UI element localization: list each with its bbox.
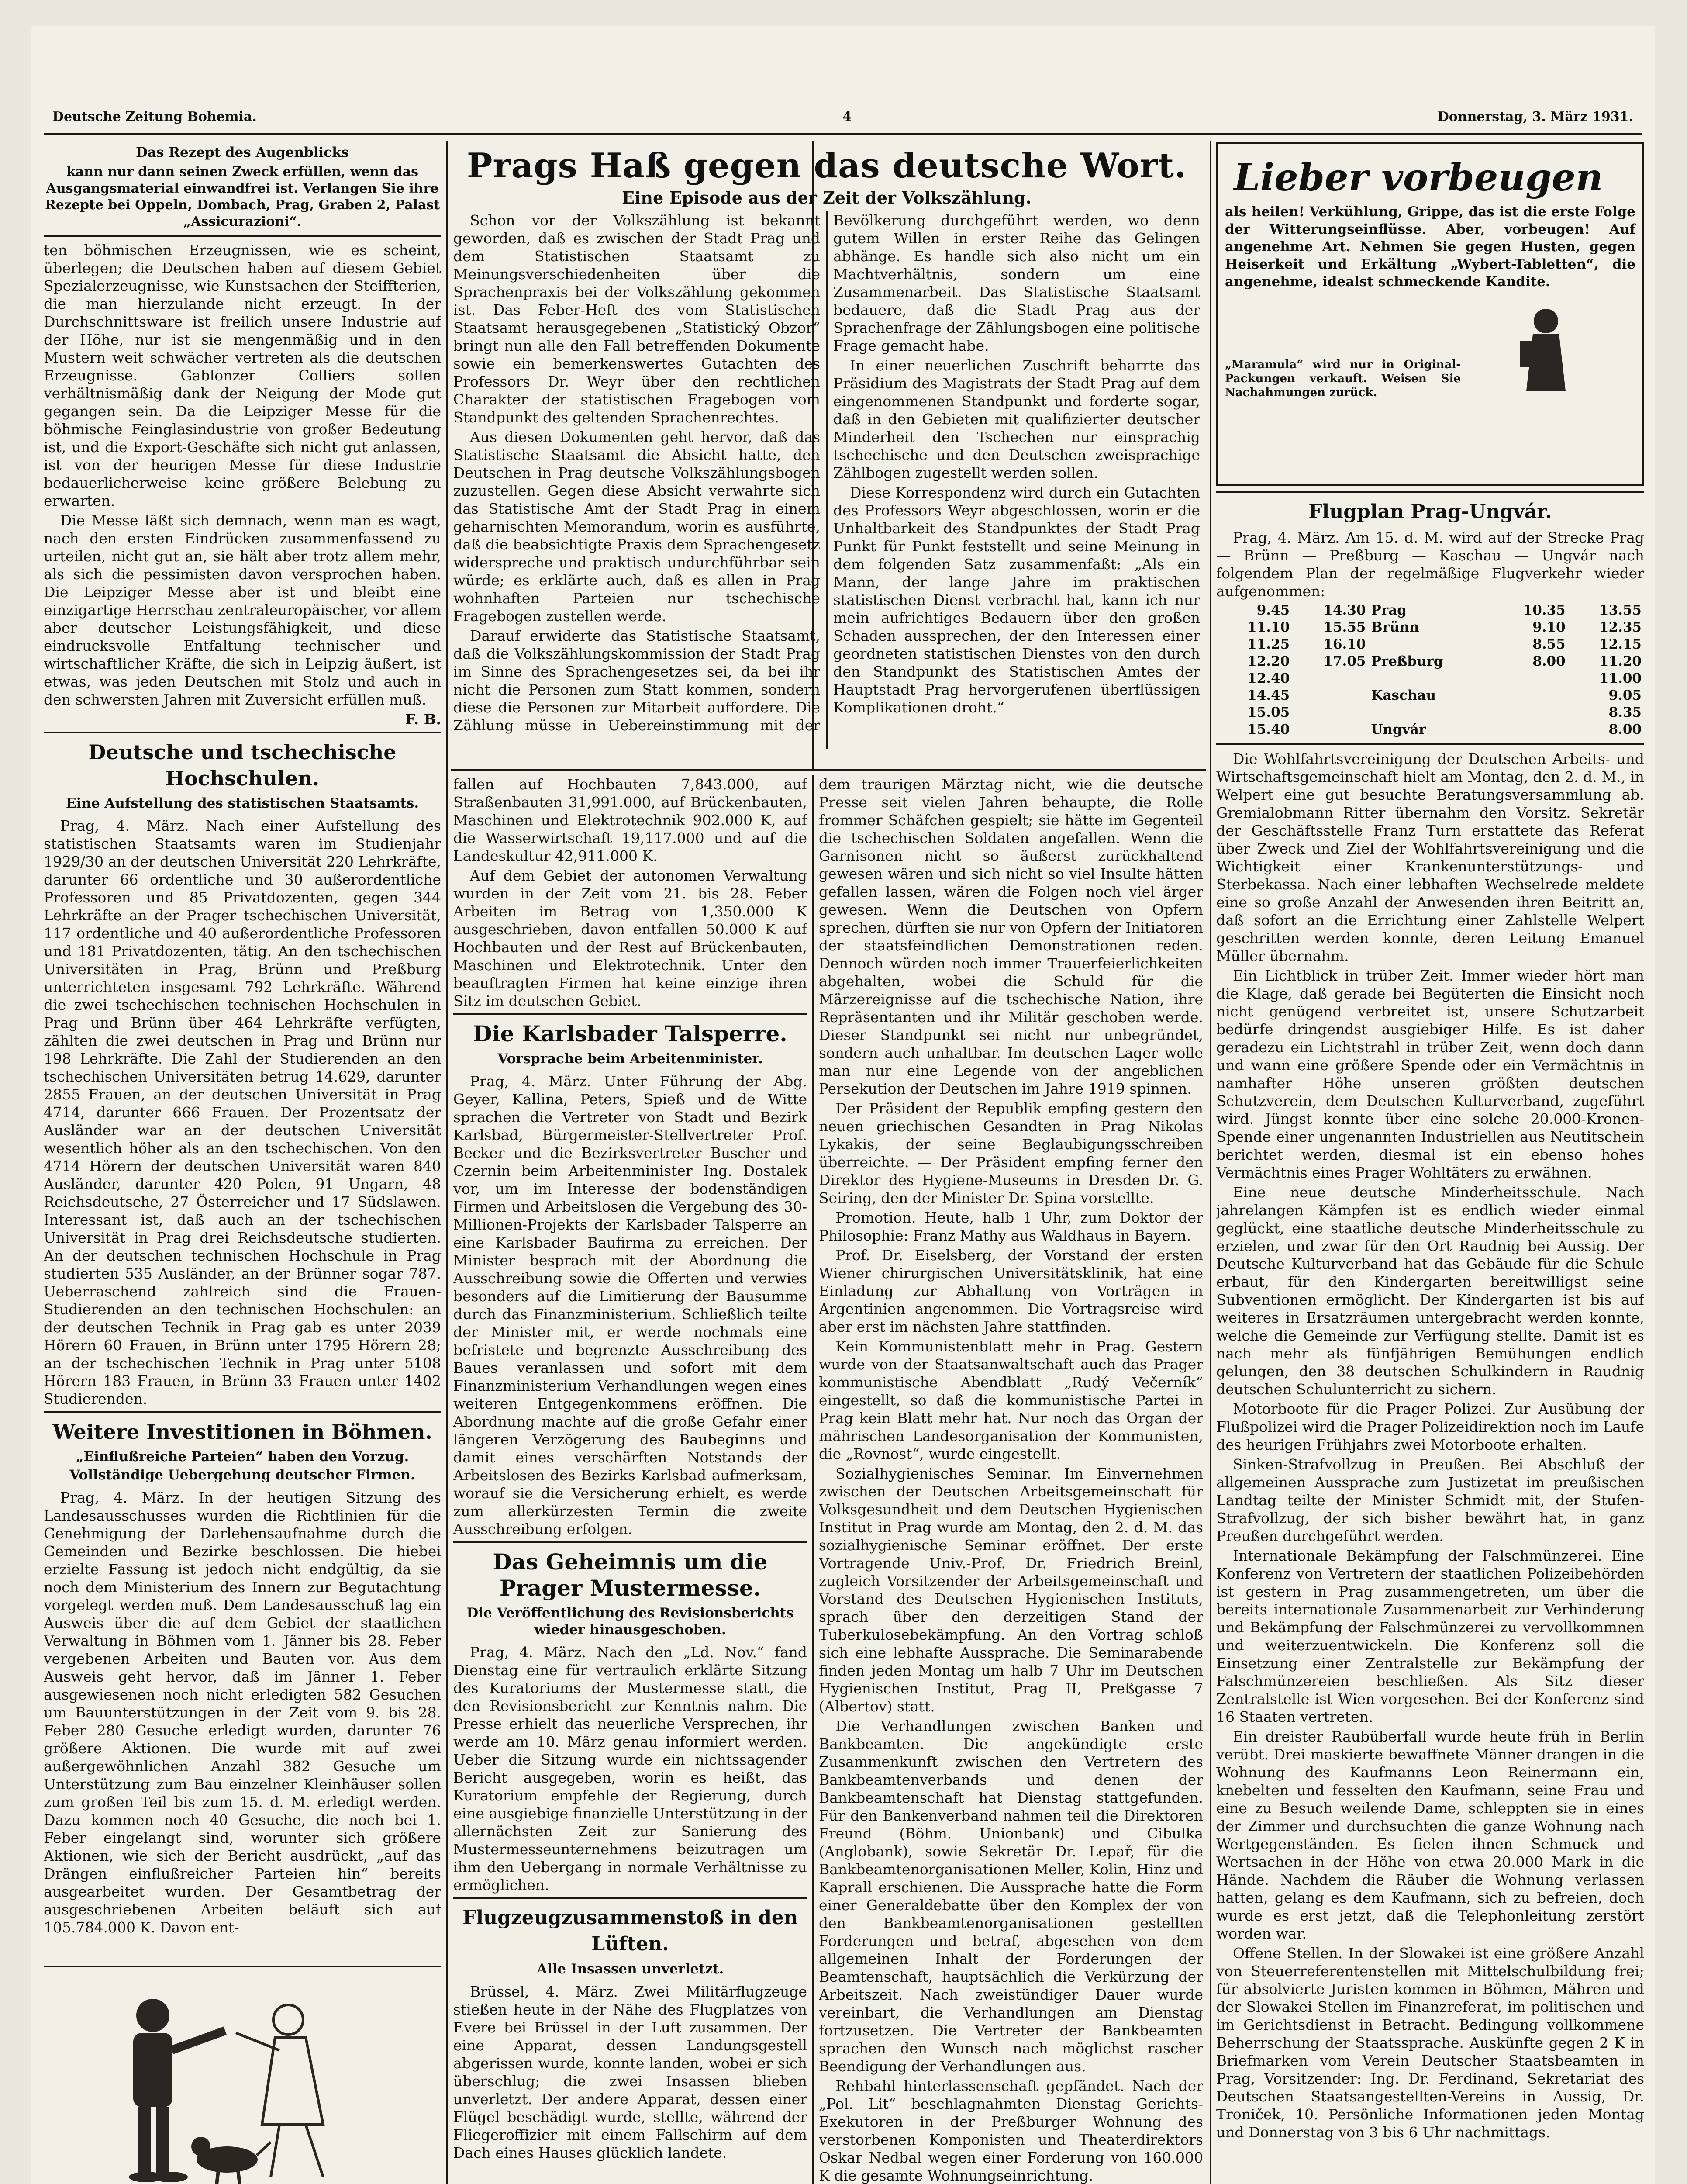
timetable-cell: Kaschau: [1371, 688, 1436, 703]
timetable-cell: [1292, 687, 1368, 704]
column-rule: [446, 141, 448, 2184]
timetable-row: [1216, 653, 1644, 670]
timetable-cell: [1368, 670, 1492, 687]
timetable-cell: 12.35: [1599, 619, 1642, 635]
column-2: [453, 775, 807, 2184]
flight-timetable: [1216, 602, 1644, 738]
timetable-cell: 11.20: [1599, 653, 1642, 669]
ad-heading: Das Rezept des Augenblicks: [135, 145, 349, 160]
article-text: ten böhmischen Erzeugnissen, wie es scheint, überlegen; die Deutschen haben auf diesem Gebiet Spezialerzeugnisse, wie Kunstsachen der Steiffterien, die man hierzulande nicht erzeugt. In der Durchschnittsware ist freilich unsere Industrie auf der Höhe, nur ist sie mengenmäßig und in den Mustern weit schwächer vertreten als die deutschen Erzeugnisse. Gablonzer Colliers sollen verhältnismäßig dank der Neigung der Mode gut gegangen sein. Da die Leipziger Messe für die böhmische Feinglasindustrie von großer Bedeutung ist, und die Export-Geschäfte sich nicht gut anlassen, ist von der heurigen Messe für diese Industrie bedauerlicherweise keine größere Belebung zu erwarten.: [44, 242, 441, 509]
news-item: Ein Lichtblick in trüber Zeit. Immer wieder hört man die Klage, daß gerade bei Begüterten die Einsicht noch nicht genügend verbreitet ist, unsere Schutzarbeit bedürfe dringendst ausgiebiger Hilfe. Es ist daher geradezu ein Lichtstrahl in trüber Zeit, wenn doch dann und wann eine größere Spende oder ein Vermächtnis in namhafter Höhe unseren größten deutschen Schutzverein, dem Deutschen Kulturverband, zugeführt wird. Jüngst konnte über eine solche 20.000-Kronen-Spende einer ungenannten Industriellen aus Neutitschein berichtet werden, diesmal ist ein ebenso hohes Vermächtnis eines Prager Wohltäters zu erwähnen.: [1216, 967, 1644, 1181]
news-item: Eine neue deutsche Minderheitsschule. Nach jahrelangen Kämpfen ist es endlich wieder einmal geglückt, eine staatliche deutsche Minderheitsschule zu erzielen, und zwar für den Ort Raudnig bei Aussig. Der Deutsche Kulturverband hat das Gebäude für die Schule erbaut, für den Kindergarten bereitwilligst seine Subventionen ermöglicht. Der Kindergarten ist bis auf weiteres in Ersatzräumen untergebracht werden konnte, welche die Gemeinde zur Verfügung stellte. Damit ist es nach mehr als fünfjährigen Bemühungen endlich gelungen, den 38 deutschen Schulkindern in Raudnig deutschen Schulunterricht zu sichern.: [1216, 1184, 1644, 1398]
article-subheadline: Vorsprache beim Arbeitenminister.: [497, 1051, 763, 1067]
article-text: fallen auf Hochbauten 7,843.000, auf Straßenbauten 31,991.000, auf Brückenbauten, Maschinen und Elektrotechnik 902.000 K, auf die Wasserwirtschaft 19,117.000 und auf die Landeskultur 42,911.000 K.: [453, 776, 807, 864]
timetable-cell: 13.55: [1599, 602, 1642, 618]
timetable-cell: 9.45: [1256, 602, 1290, 618]
article-text: Prag, 4. März. Unter Führung der Abg. Geyer, Kallina, Peters, Spieß und de Witte sprachen die Vertreter von Stadt und Bezirk Karlsbad, Bürgermeister-Stellvertreter Prof. Becker und die Bezirksvertreter Buscher und Czernin beim Arbeitenminister Ing. Dostalek vor, um im Interesse der bodenständigen Firmen und Arbeitslosen die Vergebung des 30-Millionen-Projekts der Karlsbader Talsperre an eine Karlsbader Baufirma zu erreichen. Der Minister besprach mit der Abordnung die Ausschreibung sowie die Offerten und verwies besonders auf die Limitierung der Bausumme durch das Finanzministerium. Schließlich teilte der Minister mit, er werde nochmals eine befristete und begrenzte Ausschreibung des Baues veranlassen und sofort mit dem Finanzministerium Verhandlungen wegen eines weiteren Entgegenkommens eröffnen. Die Abordnung machte auf die große Gefahr einer längeren Verzögerung des Baubeginns und damit eines verschärften Notstands der Arbeitslosen des Bezirks Karlsbad aufmerksam, worauf sie die Versicherung erhielt, es werde zum allerkürzesten Termin die zweite Ausschreibung erfolgen.: [453, 1073, 807, 1538]
news-item: Sozialhygienisches Seminar. Im Einvernehmen zwischen der Deutschen Arbeitsgemeinschaft für Volksgesundheit und dem Deutschen Hygienischen Institut in Prag wurde am Montag, den 2. d. M. das sozialhygienische Seminar eröffnet. Der erste Vortragende Univ.-Prof. Dr. Friedrich Breinl, zugleich Vorsitzender der Arbeitsgemeinschaft und Vorstand des Deutschen Hygienischen Instituts, sprach über den derzeitigen Stand der Tuberkulosebekämpfung. An den Vortrag schloß sich eine lebhafte Aussprache. Die Seminarabende finden jeden Montag um halb 7 Uhr im Deutschen Hygienischen Institut, Prag II, Preßgasse 7 (Albertov) statt.: [819, 1465, 1203, 1715]
timetable-cell: [1368, 704, 1492, 721]
main-headline: Prags Haß gegen das deutsche Wort.: [466, 146, 1187, 186]
newspaper-name: Deutsche Zeitung Bohemia.: [52, 109, 257, 124]
article-text: In einer neuerlichen Zuschrift beharrte das Präsidium des Magistrats der Stadt Prag auf dem eingenommenen Standpunkt und forderte sogar, daß in den Gebieten mit qualifizierter deutscher Minderheit den Tschechen nur einsprachig tschechische und den Deutschen zweisprachige Zählbogen zugestellt werden sollen.: [833, 357, 1200, 481]
timetable-row: [1216, 670, 1644, 687]
timetable-cell: Preßburg: [1371, 653, 1443, 669]
timetable-cell: [1492, 670, 1568, 687]
divider: [453, 1013, 807, 1015]
page-number: 4: [842, 109, 852, 124]
ad-text: kann nur dann seinen Zweck erfüllen, wenn das Ausgangsmaterial einwandfrei ist. Verlangen Sie ihre Rezepte bei Oppeln, Dombach, Prag, Graben 2, Palast „Assicurazioni“.: [45, 164, 440, 229]
timetable-cell: 14.30: [1323, 602, 1366, 618]
timetable-row: [1216, 636, 1644, 653]
ad-text: als heilen! Verkühlung, Grippe, das ist die erste Folge der Witterungseinflüsse. Aber, vorbeugen! Auf angenehme Art. Nehmen Sie gegen Husten, gegen Heiserkeit und Erkältung „Wybert-Tabletten“, die angenehme, idealst schmeckende Kandite.: [1225, 204, 1635, 290]
header-rule: [44, 133, 1642, 135]
article-text: Aus diesen Dokumenten geht hervor, daß das Statistische Staatsamt die Absicht hatte, den Deutschen in Prag deutsche Volkszählungsbogen zuzustellen. Gegen diese Absicht verwahrte sich das Statistische Amt der Stadt Prag in einem geharnischten Memorandum, worin es ausführte, daß die beabsichtigte Praxis dem Sprachengesetz widerspreche und praktisch undurchführbar sein würde; es erklärte auch, daß es allen in Prag wohnhaften Parteien nur tschechische Fragebogen zustellen werde.: [453, 429, 820, 625]
article-headline: Die Karlsbader Talsperre.: [473, 1021, 787, 1047]
timetable-cell: 16.10: [1323, 636, 1366, 652]
timetable-row: [1216, 602, 1644, 619]
column-4: [1216, 142, 1644, 2184]
news-item: Prof. Dr. Eiselsberg, der Vorstand der ersten Wiener chirurgischen Universitätsklinik, hat eine Einladung zur Abhaltung von Vorträgen in Argentinien angenommen. Die Vortragsreise wird aber erst im nächsten Jahre stattfinden.: [819, 1247, 1203, 1335]
article-subheadline: Die Veröffentlichung des Revisionsberichts wieder hinausgeschoben.: [466, 1605, 794, 1638]
timetable-cell: 8.00: [1532, 653, 1566, 669]
article-subheadline: Alle Insassen unverletzt.: [536, 1961, 724, 1977]
timetable-cell: 12.15: [1599, 636, 1642, 652]
article-subheadline: Eine Aufstellung des statistischen Staatsamts.: [66, 795, 419, 811]
timetable-cell: 11.25: [1247, 636, 1290, 652]
timetable-cell: [1492, 687, 1568, 704]
article-text: dem traurigen Märztag nicht, wie die deutsche Presse seit vielen Jahren behaupte, die Rolle frommer Schäfchen gespielt; sie hätte im Gegenteil die tschechischen Soldaten angefallen. Wenn die Garnisonen nicht so äußerst zurückhaltend gewesen wären und sich nicht so viel Insulte hätten gefallen lassen, wären die Folgen noch viel ärger gewesen. Wenn die Deutschen von Opfern sprechen, dürften sie nur von Opfern der Initiatoren der staatsfeindlichen Demonstrationen reden. Dennoch würden noch immer Trauerfeierlichkeiten abgehalten, wobei die Schuld für die Märzereignisse auf die tschechische Nation, ihre Repräsentanten und ihr Militär geschoben werde. Dieser Standpunkt sei nicht nur unbegründet, sondern auch unhaltbar. Im deutschen Lager wolle man nur eine Legende von der angeblichen Persekution der Deutschen im Jahre 1919 spinnen.: [819, 776, 1203, 1097]
timetable-cell: Brünn: [1371, 619, 1419, 635]
article-text: Prag, 4. März. In der heutigen Sitzung des Landesausschusses wurden die Richtlinien für die Genehmigung der Darlehensaufnahme durch die Gemeinden und Bezirke beschlossen. Die hiebei erzielte Fassung ist jedoch nicht endgültig, da sie noch dem Ministerium des Innern zur Begutachtung vorgelegt werden muß. Dem Landesausschuß lag ein Ausweis über die auf dem Gebiet der staatlichen Verwaltung in Böhmen vom 1. Jänner bis 28. Feber vergebenen Arbeiten und Bauten vor. Aus dem Ausweis geht hervor, daß im Jänner 1. Feber ausgewiesenen noch nicht erledigten 582 Gesuchen um Bauunterstützungen in der Zeit vom 9. bis 28. Feber 280 Gesuche erledigt wurden, darunter 76 größere Aktionen. Die wurde mit auf zwei außergewöhnlichen Anzahl 382 Gesuche um Unterstützung zum Bau einzelner Kleinhäuser sollen zum großen Teil bis zum 15. d. M. erledigt werden. Dazu kommen noch 40 Gesuche, die noch bei 1. Feber eingelangt sind, worunter sich größere Aktionen, wie sich der Bericht ausdrückt, „auf das Drängen einflußreicher Parteien hin“ bereits ausgearbeitet wurden. Der Gesamtbetrag der ausgeschriebenen Arbeiten beläuft sich auf 105.784.000 K. Davon ent-: [44, 1489, 441, 1936]
news-item: Offene Stellen. In der Slowakei ist eine größere Anzahl von Steuerreferentenstellen mit Mittelschulbildung frei; für absolvierte Juristen kommen in Böhmen, Mähren und der Slowakei Stellen im Finanzreferat, im politischen und im Gerichtsdienst in Betracht. Bedingung vollkommene Beherrschung der Staatssprache. Auskünfte gegen 2 K in Briefmarken vom Verein Deutscher Staatsbeamten in Prag, Vorsitzender: Ing. Dr. Ferdinand, Sekretariat des Deutschen Staatsangestellten-Vereins in Aussig, Dr. Troniček, 10. Persönliche Informationen jeden Montag und Donnerstag von 3 bis 6 Uhr nachmittags.: [1216, 1945, 1644, 2141]
timetable-cell: 8.55: [1532, 636, 1566, 652]
news-item: Rehbahl hinterlassenschaft gepfändet. Nach der „Pol. Lit“ beschlagnahmten Dienstag Gerichts-Exekutoren in der Preßburger Wohnung des verstorbenen Komponisten und Theaterdirektors Oskar Nedbal wegen einer Forderung von 160.000 K die gesamte Wohnungseinrichtung.: [819, 2077, 1203, 2184]
article-text: Schon vor der Volkszählung ist bekannt geworden, daß es zwischen der Stadt Prag und dem Statistischen Staatsamt zu Meinungsverschiedenheiten über die Sprachenpraxis bei der Volkszählung gekommen ist. Das Feber-Heft des vom Statistischen Staatsamt herausgegebenen „Statistický Obzor“ bringt nun alle den Fall betreffenden Dokumente sowie ein bemerkenswertes Gutachten des Professors Dr. Weyr über den rechtlichen Charakter der statistischen Fragebogen vom Standpunkt des geltenden Sprachenrechtes.: [453, 212, 820, 426]
ad-small-print: „Maramula“ wird nur in Original-Packungen verkauft. Weisen Sie Nachahmungen zurück.: [1225, 358, 1461, 399]
divider: [44, 1411, 441, 1413]
timetable-cell: 15.55: [1323, 619, 1366, 635]
timetable-cell: [1292, 704, 1368, 721]
timetable-cell: [1368, 636, 1492, 653]
news-item: Motorboote für die Prager Polizei. Zur Ausübung der Flußpolizei wird die Prager Polizeidirektion noch im Laufe des heurigen Frühjahrs zwei Motorboote erhalten.: [1216, 1400, 1644, 1453]
news-item: Sinken-Strafvollzug in Preußen. Bei Abschluß der allgemeinen Aussprache zum Justizetat im preußischen Landtag teilte der Minister Schmidt mit, der Stufen-Strafvollzug, der sich bisher bewährt hat, in ganz Preußen durchgeführt werden.: [1216, 1456, 1644, 1545]
timetable-cell: 9.05: [1608, 688, 1642, 703]
article-text: Die Messe läßt sich demnach, wenn man es wagt, nach den ersten Eindrücken zusammenfassend zu urteilen, nicht gut an, sie hält aber trotz allem mehr, als sich die pessimisten davon versprochen haben. Die Leipziger Messe aber ist und bleibt eine einzigartige Herrschau zentraleuropäischer, vor allem aber deutscher Leistungsfähigkeit, und diese eindrucksvolle Entfaltung technischer und wirtschaftlicher Kräfte, die sich in Leipzig äußert, ist etwas, was jeden Deutschen mit Stolz und auch in den schwersten Jahren mit Zuversicht erfüllen muß.: [44, 512, 441, 708]
timetable-cell: [1492, 721, 1568, 738]
timetable-cell: 11.10: [1247, 619, 1290, 635]
divider: [453, 1541, 807, 1543]
timetable-cell: Ungvár: [1371, 722, 1426, 737]
news-item: Die Wohlfahrtsvereinigung der Deutschen Arbeits- und Wirtschaftsgemeinschaft hielt am Montag, den 2. d. M., in Welpert eine gut besuchte Beratungsversammlung ab. Gremialobmann Ritter übernahm den Vorsitz. Sekretär der Geschäftsstelle Franz Turn erstattete das Referat über Zweck und Ziel der Wohlfahrtsvereinigung und die Wichtigkeit einer Krankenunterstützungs- und Sterbekassa. Nach einer lebhaften Wechselrede meldete eine so große Anzahl der Anwesenden ihren Beitritt an, daß sofort an die Errichtung einer Zahlstelle Welpert geschritten werden konnte, deren Leitung Emanuel Müller übernahm.: [1216, 750, 1644, 964]
timetable-cell: 11.00: [1599, 670, 1642, 686]
main-article-body: [453, 211, 1200, 749]
column-1: [44, 142, 441, 2184]
divider: [44, 732, 441, 733]
article-headline: Das Geheimnis um die Prager Mustermesse.: [493, 1549, 768, 1601]
section-rule: [451, 769, 1206, 771]
cartoon-illustration: [44, 1967, 441, 2184]
ad-figure-icon: [1513, 304, 1579, 400]
timetable-row: [1216, 704, 1644, 721]
column-rule: [1210, 141, 1211, 2184]
timetable-cell: 12.20: [1247, 653, 1290, 669]
timetable-cell: 8.00: [1608, 722, 1642, 737]
timetable-cell: 14.45: [1247, 688, 1290, 703]
timetable-cell: 15.05: [1247, 705, 1290, 720]
main-subheadline: Eine Episode aus der Zeit der Volkszählung.: [622, 188, 1032, 207]
news-item: Der Präsident der Republik empfing gestern den neuen griechischen Gesandten in Prag Nikolas Lykakis, der seine Beglaubigungsschreiben überreichte. — Der Präsident empfing ferner den Direktor des Hygiene-Museums in Dresden Dr. G. Seiring, den der Minister Dr. Spina vorstellte.: [819, 1100, 1203, 1206]
issue-date: Donnerstag, 3. März 1931.: [1437, 109, 1633, 124]
column-3: [819, 775, 1203, 2184]
news-item: Ein dreister Raubüberfall wurde heute früh in Berlin verübt. Drei maskierte bewaffnete Männer drangen in die Wohnung des Kaufmanns Leon Reinermann ein, knebelten und fesselten den Kaufmann, seine Frau und eine zu Besuch weilende Dame, schleppten sie in eines der Zimmer und durchsuchten die ganze Wohnung nach Wertgegenständen. Es fielen ihnen Schmuck und Wertsachen in der Höhe von etwa 20.000 Mark in die Hände. Nachdem die Räuber die Wohnung verlassen hatten, gelang es dem Kaufmann, sich zu befreien, doch wurde es erst jetzt, daß die Telephonleitung zerstört worden war.: [1216, 1728, 1644, 1942]
timetable-cell: [1292, 670, 1368, 687]
article-subheadline: „Einflußreiche Parteien“ haben den Vorzug.: [76, 1449, 409, 1465]
divider: [1216, 491, 1644, 493]
article-headline: Flugzeugzusammenstoß in den Lüften.: [462, 1907, 798, 1955]
column-rule: [812, 775, 814, 2184]
timetable-cell: [1292, 721, 1368, 738]
cartoon: [44, 1966, 441, 2184]
article-text: Prag, 4. März. Am 15. d. M. wird auf der Strecke Prag — Brünn — Preßburg — Kaschau — Ungvár nach folgendem Plan der regelmäßige Flugverkehr wieder aufgenommen:: [1216, 529, 1644, 600]
timetable-cell: 12.40: [1247, 670, 1290, 686]
news-item: Kein Kommunistenblatt mehr in Prag. Gestern wurde von der Staatsanwaltschaft auch das Prager kommunistische Abendblatt „Rudý Večerník“ eingestellt, so daß die kommunistische Partei in Prag kein Blatt mehr hat. Nur noch das Organ der mährischen Landesorganisation der Kommunisten, die „Rovnost“, wurde eingestellt.: [819, 1338, 1203, 1462]
timetable-cell: [1492, 704, 1568, 721]
divider: [453, 1897, 807, 1899]
timetable-cell: 17.05: [1323, 653, 1366, 669]
article-headline: Weitere Investitionen in Böhmen.: [52, 1420, 432, 1444]
timetable-cell: 8.35: [1608, 705, 1642, 720]
article-text: Auf dem Gebiet der autonomen Verwaltung wurden in der Zeit vom 21. bis 28. Feber Arbeiten im Betrag von 1,350.000 K ausgeschrieben, davon entfallen 50.000 K auf Hochbauten und der Rest auf Brückenbauten, Maschinen und Elektrotechnik. Unter den beauftragten Firmen hat keine einzige ihren Sitz im deutschen Gebiet.: [453, 867, 807, 1009]
article-text: Prag, 4. März. Nach den „Ld. Nov.“ fand Dienstag eine für vertraulich erklärte Sitzung des Kuratoriums der Mustermesse statt, die den Revisionsbericht zur Kenntnis nahm. Die Presse erhielt das neuerliche Versprechen, ihr werde am 10. März genau informiert werden. Ueber die Sitzung wurde ein nichtssagender Bericht ausgegeben, worin es heißt, das Kuratorium empfehle der Regierung, durch eine ausgiebige finanzielle Unterstützung in der allernächsten Zeit zur Sanierung des Mustermesseunternehmens beizutragen um ihm den Uebergang in normale Verhältnisse zu ermöglichen.: [453, 1644, 807, 1894]
page-header: [31, 109, 1655, 124]
news-item: Promotion. Heute, halb 1 Uhr, zum Doktor der Philosophie: Franz Mathy aus Waldhaus in Bayern.: [819, 1209, 1203, 1244]
timetable-cell: 10.35: [1523, 602, 1566, 618]
article-text: Brüssel, 4. März. Zwei Militärflugzeuge stießen heute in der Nähe des Flugplatzes von Evere bei Brüssel in der Luft zusammen. Der eine Apparat, dessen Landungsgestell abgerissen wurde, konnte landen, wobei er sich überschlug; die zwei Insassen blieben unverletzt. Der andere Apparat, dessen einer Flügel beschädigt wurde, stellte, während der Fliegeroffizier mit einem Fallschirm auf dem Dach eines Hauses glücklich landete.: [453, 1983, 807, 2161]
news-item: Die Verhandlungen zwischen Banken und Bankbeamten. Die angekündigte erste Zusammenkunft zwischen den Vertretern des Bankbeamtenverbands und denen der Bankbeamtenschaft hat Dienstag stattgefunden. Für den Bankenverband nahmen teil die Direktoren Freund (Böhm. Unionbank) und Cibulka (Anglobank), sowie Sekretär Dr. Lepař, für die Bankbeamtenorganisationen Meller, Kolin, Hinz und Kaprall erschienen. Die Aussprache hatte die Form einer Generaldebatte über den Komplex der von den Bankbeamtenorganisationen gestellten Forderungen und betraf, abgesehen von dem allgemeinen Inhalt der Forderungen der Beamtenschaft, hauptsächlich die Verkürzung der Arbeitszeit. Nach zweistündiger Dauer wurde vereinbart, die Verhandlungen am Dienstag fortzusetzen. Die Vertreter der Bankbeamten sprachen den Wunsch nach möglichst rascher Beendigung der Verhandlungen aus.: [819, 1717, 1203, 2075]
article-headline: Flugplan Prag-Ungvár.: [1308, 501, 1552, 523]
divider: [44, 233, 441, 237]
article-text: Diese Korrespondenz wird durch ein Gutachten des Professors Weyr abgeschlossen, worin er die Unhaltbarkeit des Standpunktes der Stadt Prag Punkt für Punkt feststellt und seine Meinung in dem folgenden Satz zusammenfaßt: „Als ein Mann, der lange Jahre im praktischen statistischen Dienst verbracht hat, kann ich nur mein aufrichtiges Bedauern über den großen Schaden aussprechen, der den Interessen einer geordneten statistischen Dienstes von den durch den Standpunkt des Statistischen Amtes der Hauptstadt Prag hervorgerufenen überflüssigen Komplikationen droht.“: [833, 484, 1200, 716]
timetable-cell: 15.40: [1247, 722, 1290, 737]
newspaper-page: [31, 26, 1655, 2184]
timetable-row: [1216, 619, 1644, 636]
timetable-cell: 9.10: [1532, 619, 1566, 635]
ad-title: Lieber vorbeugen: [1234, 156, 1603, 200]
main-article: [453, 144, 1200, 767]
timetable-row: [1216, 687, 1644, 704]
article-subheadline: Vollständige Uebergehung deutscher Firmen.: [69, 1467, 415, 1483]
article-text: Darauf erwiderte das Statistische Staatsamt, daß die Volkszählungskommission der Stadt Prag im Sinne des Sprachengesetzes sei, da bei ihr nicht die Personen zum Statt kommen, sondern diese die Personen zur Mitarbeit auffordere. Die Zählung müsse in Uebereinstimmung mit der Bevölkerung durchgeführt werden, wo denn gutem Willen in erster Reihe das Gelingen abhänge. Es handle sich also nicht um ein Machtverhältnis, sondern um eine Zusammenarbeit. Das Statistische Staatsamt bedauere, daß die Stadt Prag aus der Sprachenfrage der Zählungsbogen eine politische Frage gemacht habe.: [453, 212, 1200, 734]
author-signature: F. B.: [405, 711, 441, 728]
article-text: Prag, 4. März. Nach einer Aufstellung des statistischen Staatsamts waren im Studienjahr 1929/30 an der deutschen Universität 220 Lehrkräfte, darunter 66 ordentliche und 30 außerordentliche Professoren und 85 Privatdozenten, gegen 344 Lehrkräfte an der Prager tschechischen Universität, 117 ordentliche und 40 außerordentliche Professoren und 181 Privatdozenten, tätig. An den tschechischen Universitäten in Prag, Brünn und Preßburg unterrichteten insgesamt 792 Lehrkräfte. Während die zwei tschechischen technischen Hochschulen in Prag und Brünn über 464 Lehrkräfte verfügten, zählten die zwei deutschen in Prag und Brünn nur 198 Lehrkräfte. Die Zahl der Studierenden an den tschechischen Universitäten betrug 14.629, darunter 2855 Frauen, an der deutschen Universität in Prag 4714, darunter 666 Frauen. Der Prozentsatz der Ausländer war an der deutschen Universität wesentlich höher als an den tschechischen. Von den 4714 Hörern der deutschen Universität waren 840 Ausländer, darunter 420 Polen, 91 Ungarn, 48 Reichsdeutsche, 27 Österreicher und 17 Südslawen. Interessant ist, daß auch an der tschechischen Universität in Prag drei Reichsdeutsche studierten. An der deutschen technischen Hochschule in Prag studierten 535 Ausländer, an der Brünner sogar 787. Ueberraschend zahlreich sind die Frauen-Studierenden an den technischen Hochschulen: an der deutschen Technik in Prag gab es unter 2039 Hörern 60 Frauen, in Brünn unter 1795 Hörern 28; an der tschechischen Technik in Prag unter 5108 Hörern 183 Frauen, in Brünn 33 Frauen unter 1402 Studierenden.: [44, 817, 441, 1407]
timetable-row: [1216, 721, 1644, 738]
divider: [1216, 743, 1644, 745]
timetable-cell: Prag: [1371, 602, 1407, 618]
article-headline: Deutsche und tschechische Hochschulen.: [88, 740, 397, 790]
news-item: Internationale Bekämpfung der Falschmünzerei. Eine Konferenz von Vertretern der staatlichen Polizeibehörden ist gestern in Prag zusammengetreten, um über die bereits internationale Zusammenarbeit zur Verhinderung und Bekämpfung der Falschmünzerei zu vervollkommnen und weiterzuentwickeln. Die Konferenz soll die Einsetzung einer Zentralstelle zur Bekämpfung der Falschmünzereien beschließen. Als Sitz dieser Zentralstelle ist Wien vorgesehen. Bei der Konferenz sind 16 Staaten vertreten.: [1216, 1547, 1644, 1725]
advertisement: [1216, 142, 1644, 486]
